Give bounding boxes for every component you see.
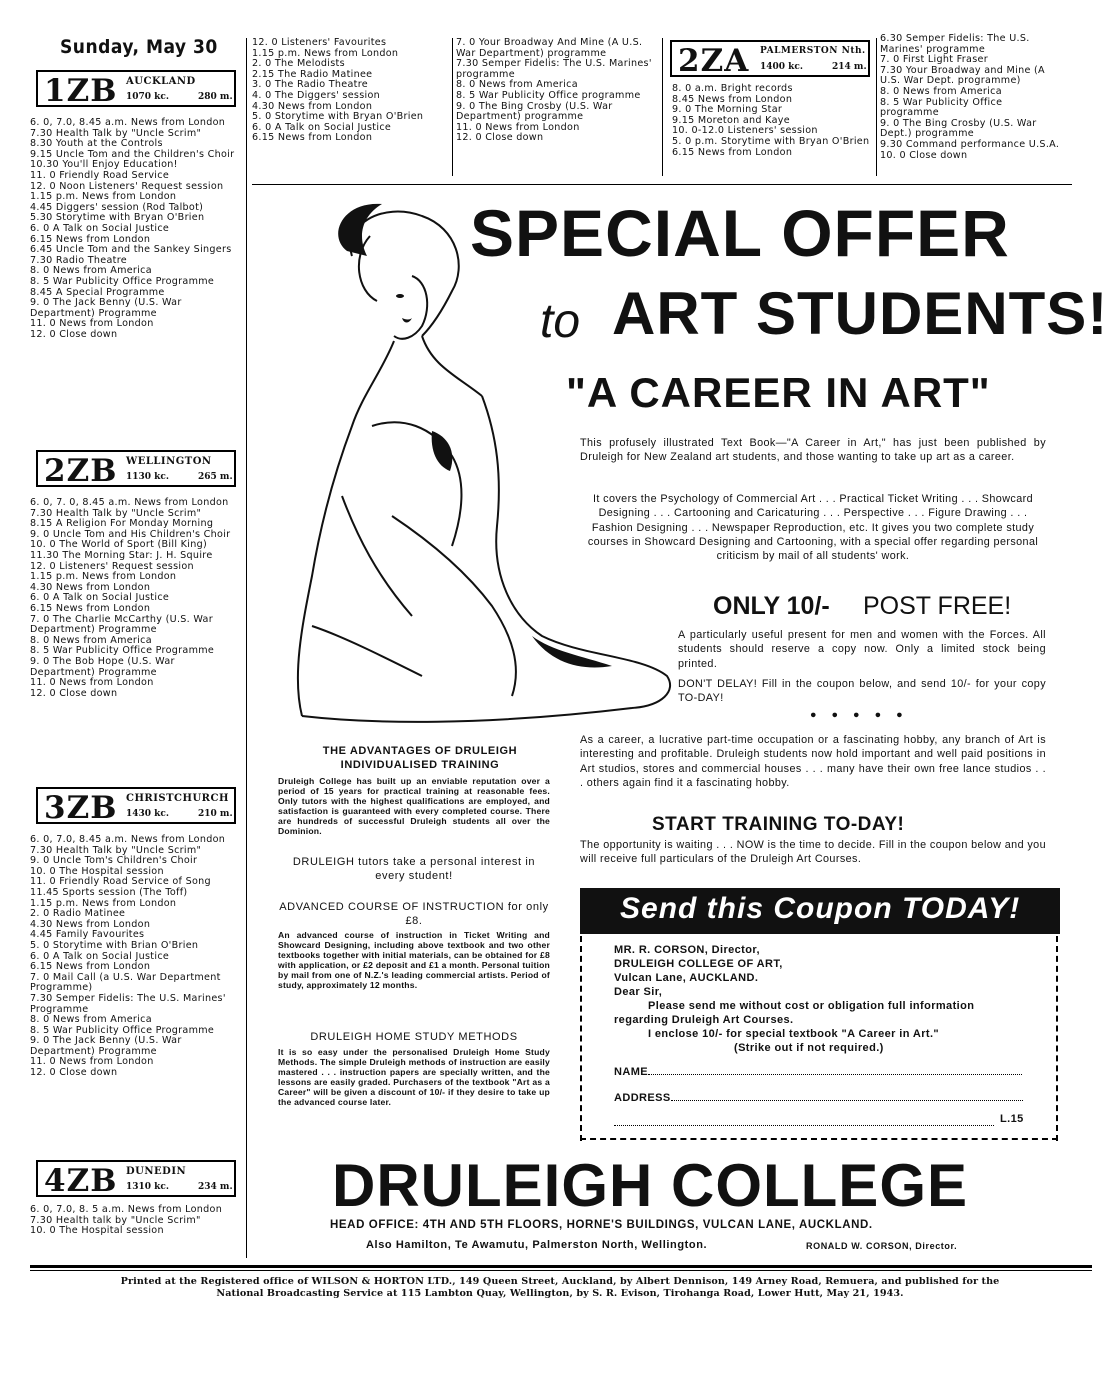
schedule-line: 4. 0 The Diggers' session (252, 89, 381, 101)
station-city: AUCKLAND (126, 76, 196, 87)
schedule-line: 2. 0 Radio Matinee (30, 908, 126, 920)
footer-rule (30, 1265, 1092, 1268)
schedule-line: 6. 0 A Talk on Social Justice (30, 592, 170, 604)
schedule-line: 7. 0 Mail Call (a U.S. War Department Programme) (30, 971, 221, 994)
branches: Also Hamilton, Te Awamutu, Palmerston North, Wellington. (366, 1239, 708, 1251)
station-m: 234 m. (198, 1182, 233, 1192)
headline-career-in-art: "A CAREER IN ART" (566, 369, 991, 416)
schedule-line: 6.30 Semper Fidelis: The U.S. Marines' programme (880, 33, 1030, 55)
coupon-address-row[interactable] (614, 1092, 1034, 1104)
start-training-heading: START TRAINING TO-DAY! (652, 814, 905, 835)
station-call: 2ZA (678, 43, 750, 79)
schedule-line: 11. 0 Friendly Road Service (30, 169, 170, 181)
schedule-line: 11.45 Sports session (The Toff) (30, 886, 188, 898)
address-label: ADDRESS (614, 1092, 671, 1104)
schedule-line: 6.15 News from London (672, 146, 793, 158)
schedule-1zb-continued (252, 38, 448, 144)
coupon-border-left (580, 936, 582, 1141)
coupon-strike: (Strike out if not required.) (734, 1042, 884, 1054)
advanced-course-heading: ADVANCED COURSE OF INSTRUCTION for only £8. (279, 901, 549, 927)
station-kc: 1130 kc. (126, 472, 170, 482)
schedule-line: 6. 0 A Talk on Social Justice (30, 950, 170, 962)
imprint-line-2: National Broadcasting Service at 115 Lambton Quay, Wellington, by S. R. Evison, Tirohanga Road, Lower Hutt, May 21, 1943. (216, 1288, 904, 1299)
advantages-heading: THE ADVANTAGES OF DRULEIGH INDIVIDUALISED TRAINING (322, 745, 518, 771)
schedule-line: 8.45 A Special Programme (30, 286, 165, 298)
station-call: 1ZB (44, 73, 118, 109)
schedule-line: 11.30 The Morning Star: J. H. Squire (30, 549, 213, 561)
schedule-line: 6. 0, 7. 0, 8.45 a.m. News from London (30, 497, 229, 508)
forces-paragraph: A particularly useful present for men and women with the Forces. All students should reserve a copy now. Only a limited stock being printed. (678, 629, 1046, 670)
station-box-3zb (36, 787, 236, 824)
station-kc: 1430 kc. (126, 809, 170, 819)
schedule-line: 10. 0 The World of Sport (Bill King) (30, 539, 208, 551)
schedule-line: 12. 0 Close down (30, 328, 118, 340)
home-study-text: It is so easy under the personalised Druleigh Home Study Methods. The simple Druleigh methods of instruction are easily mastered . . . instruction papers are specially written, and the lessons are easily graded. Purchasers of the textbook "Art as a Career" will be given a discount of 10/- if they desire to take up the advanced course later. (278, 1047, 550, 1107)
price-post-free: POST FREE! (863, 592, 1012, 620)
station-m: 214 m. (832, 62, 867, 72)
schedule-1zb (30, 118, 240, 340)
schedule-line: 6.15 News from London (30, 233, 151, 245)
coupon-addressee-3: Vulcan Lane, AUCKLAND. (614, 972, 759, 984)
schedule-line: 9. 0 The Bing Crosby (U.S. War Department) programme (456, 100, 613, 123)
schedule-line: 8. 5 War Publicity Office Programme (30, 645, 215, 657)
coupon-header-text: Send this Coupon TODAY! (620, 892, 1021, 925)
schedule-line: 8.45 News from London (672, 93, 793, 105)
address-field-2[interactable] (614, 1125, 994, 1126)
schedule-line: 6.15 News from London (30, 602, 151, 614)
address-field[interactable] (671, 1100, 1023, 1101)
schedule-line: 9.30 Command performance U.S.A. (880, 138, 1060, 150)
schedule-line: 7.30 Health Talk by "Uncle Scrim" (30, 507, 202, 519)
footer-rule-thin (30, 1270, 1092, 1271)
column-rule (452, 38, 453, 176)
schedule-line: 2.15 The Radio Matinee (252, 68, 373, 80)
station-kc: 1310 kc. (126, 1182, 170, 1192)
name-field[interactable] (648, 1074, 1022, 1075)
schedule-line: 11. 0 News from London (30, 677, 154, 689)
coupon-salutation: Dear Sir, (614, 986, 663, 998)
schedule-line: 6.15 News from London (30, 961, 151, 973)
schedule-line: 7. 0 Your Broadway And Mine (A U.S. War Department) programme (456, 37, 643, 59)
imprint-line-1: Printed at the Registered office of WILSON & HORTON LTD., 149 Queen Street, Auckland, by Albert Dennison, 149 Arney Road, Remuera, and published for the (120, 1276, 1000, 1287)
schedule-line: 9.15 Moreton and Kaye (672, 114, 790, 126)
schedule-line: 12. 0 Noon Listeners' Request session (30, 180, 224, 192)
schedule-line: 10. 0-12.0 Listeners' session (672, 125, 818, 137)
schedule-line: 1.15 p.m. News from London (30, 571, 177, 583)
headline-special-offer: SPECIAL OFFER (470, 196, 1010, 270)
schedule-line: 8. 0 News from America (30, 634, 152, 646)
schedule-line: 7.30 Health talk by "Uncle Scrim" (30, 1214, 201, 1226)
schedule-line: 8. 5 War Publicity Office programme (456, 89, 641, 101)
schedule-line: 6. 0, 7.0, 8. 5 a.m. News from London (30, 1204, 223, 1215)
schedule-line: 6.15 News from London (252, 132, 373, 144)
dont-delay-paragraph: DON'T DELAY! Fill in the coupon below, and send 10/- for your copy TO-DAY! (678, 678, 1046, 705)
schedule-2za (672, 84, 870, 158)
coupon-code: L.15 (1000, 1113, 1024, 1125)
station-box-2za (670, 40, 870, 77)
schedule-line: 3. 0 The Radio Theatre (252, 79, 368, 91)
station-kc: 1070 kc. (126, 92, 170, 102)
schedule-line: 10.30 You'll Enjoy Education! (30, 159, 178, 171)
schedule-line: 7. 0 The Charlie McCarthy (U.S. War Department) Programme (30, 613, 213, 636)
schedule-line: 11. 0 Friendly Road Service of Song (30, 876, 211, 888)
schedule-line: 5.30 Storytime with Bryan O'Brien (30, 212, 205, 224)
station-m: 210 m. (198, 809, 233, 819)
contents-paragraph: It covers the Psychology of Commercial Art . . . Practical Ticket Writing . . . Showcard Designing . . . Cartooning and Caricaturing . . . Perspective . . . Figure Drawing . . . Fashion Designing . . . Newspaper Reproduction, etc. It gives you two complete study courses in Showcard Designing and Cartooning, with a special offer regarding personal criticism by mail of all students' work. (587, 493, 1039, 563)
station-city: PALMERSTON Nth. (760, 46, 866, 56)
schedule-2zb (30, 498, 240, 699)
bullets: ● ● ● ● ● (810, 709, 909, 721)
schedule-line: 6. 0, 7.0, 8.45 a.m. News from London (30, 117, 226, 128)
schedule-line: 6. 0 A Talk on Social Justice (252, 121, 392, 133)
schedule-line: 12. 0 Listeners' Request session (30, 560, 194, 572)
schedule-line: 6.45 Uncle Tom and the Sankey Singers (30, 244, 232, 256)
schedule-line: 8. 0 a.m. Bright records (672, 83, 793, 94)
schedule-line: 12. 0 Close down (456, 132, 544, 144)
price-only: ONLY 10/- (713, 592, 830, 620)
schedule-line: 12. 0 Close down (30, 1067, 118, 1079)
coupon-addressee-2: DRULEIGH COLLEGE OF ART, (614, 958, 783, 970)
tutors-line: DRULEIGH tutors take a personal interest in every student! (292, 856, 536, 882)
schedule-line: 7.30 Health Talk by "Uncle Scrim" (30, 127, 202, 139)
schedule-line: 8. 0 News from America (30, 1014, 152, 1026)
schedule-line: 5. 0 Storytime with Bryan O'Brien (252, 111, 424, 123)
head-office: HEAD OFFICE: 4TH AND 5TH FLOORS, HORNE'S BUILDINGS, VULCAN LANE, AUCKLAND. (330, 1219, 873, 1231)
schedule-line: 9. 0 The Bob Hope (U.S. War Department) Programme (30, 655, 175, 678)
headline-to: to (540, 295, 581, 348)
schedule-4zb (30, 1205, 240, 1237)
schedule-line: 1.15 p.m. News from London (30, 897, 177, 909)
coupon[interactable] (580, 888, 1060, 1141)
schedule-line: 12. 0 Listeners' Favourites (252, 37, 387, 48)
headline-art-students: ART STUDENTS! (612, 280, 1109, 347)
schedule-line: 9. 0 Uncle Tom's Children's Choir (30, 855, 198, 867)
schedule-line: 12. 0 Close down (30, 687, 118, 699)
schedule-line: 11. 0 News from London (456, 121, 580, 133)
station-call: 4ZB (44, 1163, 118, 1199)
schedule-line: 8. 5 War Publicity Office Programme (30, 1024, 215, 1036)
coupon-enclose: I enclose 10/- for special textbook "A Career in Art." (648, 1028, 940, 1040)
coupon-address-row-2[interactable] (614, 1113, 1034, 1129)
schedule-3zb-continued (880, 34, 1060, 161)
schedule-line: 8.30 Youth at the Controls (30, 138, 163, 150)
coupon-header (580, 888, 1060, 934)
schedule-line: 9. 0 The Bing Crosby (U.S. War Dept.) programme (880, 117, 1037, 140)
advantages-text: Druleigh College has built up an enviable reputation over a period of 15 years for practical training at reasonable fees. Only tutors with the highest qualifications are employed, and satisfaction is guaranteed with every completed course. There are hundreds of successful Druleigh students all over the Dominion. (278, 776, 550, 836)
station-call: 3ZB (44, 790, 118, 826)
schedule-line: 8. 5 War Publicity Office Programme (30, 275, 215, 287)
column-rule (662, 38, 663, 176)
opportunity-paragraph: The opportunity is waiting . . . NOW is the time to decide. Fill in the coupon below and you will receive full particulars of the Druleigh Art Courses. (580, 839, 1046, 866)
schedule-line: 10. 0 The Hospital session (30, 1225, 164, 1237)
coupon-addressee-1: MR. R. CORSON, Director, (614, 944, 760, 956)
name-label: NAME (614, 1066, 648, 1078)
station-city: CHRISTCHURCH (126, 793, 229, 804)
career-paragraph: As a career, a lucrative part-time occupation or a fascinating hobby, any branch of Art is interesting and profitable. Druleigh students now hold important and well paid positions in Art studios, stores and commercial houses . . . many have their own free lance studios . . . others again find it a fascinating hobby. (580, 734, 1046, 789)
coupon-border-bottom (580, 1138, 1058, 1140)
station-box-2zb (36, 450, 236, 487)
schedule-line: 5. 0 Storytime with Brian O'Brien (30, 939, 199, 951)
schedule-divider (252, 184, 1072, 185)
schedule-line: 7.30 Semper Fidelis: The U.S. Marines' programme (456, 58, 652, 80)
schedule-line: 5. 0 p.m. Storytime with Bryan O'Brien (672, 135, 870, 147)
intro-paragraph: This profusely illustrated Text Book—"A Career in Art," has just been published by Druleigh for New Zealand art students, and those wanting to take up art as a career. (580, 437, 1046, 464)
coupon-request-2: regarding Druleigh Art Courses. (614, 1014, 794, 1026)
station-box-4zb (36, 1160, 236, 1197)
schedule-line: 8. 0 News from America (30, 265, 152, 277)
schedule-line: 4.30 News from London (252, 100, 373, 112)
schedule-line: 7.30 Your Broadway and Mine (A U.S. War Dept. programme) (880, 64, 1045, 87)
schedule-line: 4.30 News from London (30, 581, 151, 593)
schedule-line: 4.30 News from London (30, 918, 151, 930)
schedule-line: 7.30 Semper Fidelis: The U.S. Marines' Programme (30, 992, 226, 1015)
schedule-line: 10. 0 Close down (880, 149, 968, 161)
schedule-line: 7. 0 First Light Fraser (880, 54, 988, 66)
schedule-line: 11. 0 News from London (30, 318, 154, 330)
column-rule (876, 38, 877, 176)
station-m: 265 m. (198, 472, 233, 482)
schedule-line: 7.30 Radio Theatre (30, 254, 127, 266)
coupon-border-right (1056, 936, 1058, 1141)
home-study-heading: DRULEIGH HOME STUDY METHODS (310, 1031, 518, 1043)
schedule-line: 9. 0 The Morning Star (672, 104, 783, 116)
schedule-line: 8. 5 War Publicity Office programme (880, 96, 1003, 119)
station-city: DUNEDIN (126, 1166, 187, 1177)
schedule-line: 2. 0 The Melodists (252, 58, 345, 70)
schedule-line: 1.15 p.m. News from London (30, 191, 177, 203)
schedule-line: 6. 0, 7.0, 8.45 a.m. News from London (30, 834, 226, 845)
fashion-illustration (282, 196, 682, 736)
schedule-line: 9. 0 The Jack Benny (U.S. War Department) Programme (30, 297, 182, 319)
schedule-line: 6. 0 A Talk on Social Justice (30, 222, 170, 234)
station-kc: 1400 kc. (760, 62, 804, 72)
station-m: 280 m. (198, 92, 233, 102)
column-rule (246, 38, 247, 1258)
schedule-line: 4.45 Family Favourites (30, 929, 145, 941)
station-city: WELLINGTON (126, 456, 212, 467)
schedule-line: 4.45 Diggers' session (Rod Talbot) (30, 201, 204, 213)
coupon-name-row[interactable] (614, 1066, 1034, 1078)
schedule-line: 9. 0 Uncle Tom and His Children's Choir (30, 528, 231, 540)
schedule-line: 8.15 A Religion For Monday Morning (30, 518, 214, 530)
day-heading: Sunday, May 30 (60, 36, 218, 58)
director: RONALD W. CORSON, Director. (806, 1241, 958, 1251)
schedule-line: 1.15 p.m. News from London (252, 47, 399, 59)
schedule-2zb-continued (456, 38, 656, 144)
station-call: 2ZB (44, 453, 118, 489)
schedule-line: 10. 0 The Hospital session (30, 865, 164, 877)
station-box-1zb (36, 70, 236, 107)
schedule-line: 9.15 Uncle Tom and the Children's Choir (30, 148, 235, 160)
schedule-line: 8. 0 News from America (880, 85, 1002, 97)
schedule-line: 7.30 Health Talk by "Uncle Scrim" (30, 844, 202, 856)
coupon-request-1: Please send me without cost or obligation full information (648, 1000, 975, 1012)
advanced-course-text: An advanced course of instruction in Ticket Writing and Showcard Designing, including above textbook and two other textbooks together with initial materials, can be obtained for £8 with application, or £2 deposit and £1 a month. Personal tuition by mail from one of N.Z.'s leading commercial artists. Period of study, approximately 12 months. (278, 930, 550, 990)
schedule-3zb (30, 835, 240, 1079)
schedule-line: 9. 0 The Jack Benny (U.S. War Department) Programme (30, 1035, 182, 1057)
schedule-line: 11. 0 News from London (30, 1056, 154, 1068)
college-name: DRULEIGH COLLEGE (332, 1152, 969, 1219)
schedule-line: 8. 0 News from America (456, 79, 578, 91)
